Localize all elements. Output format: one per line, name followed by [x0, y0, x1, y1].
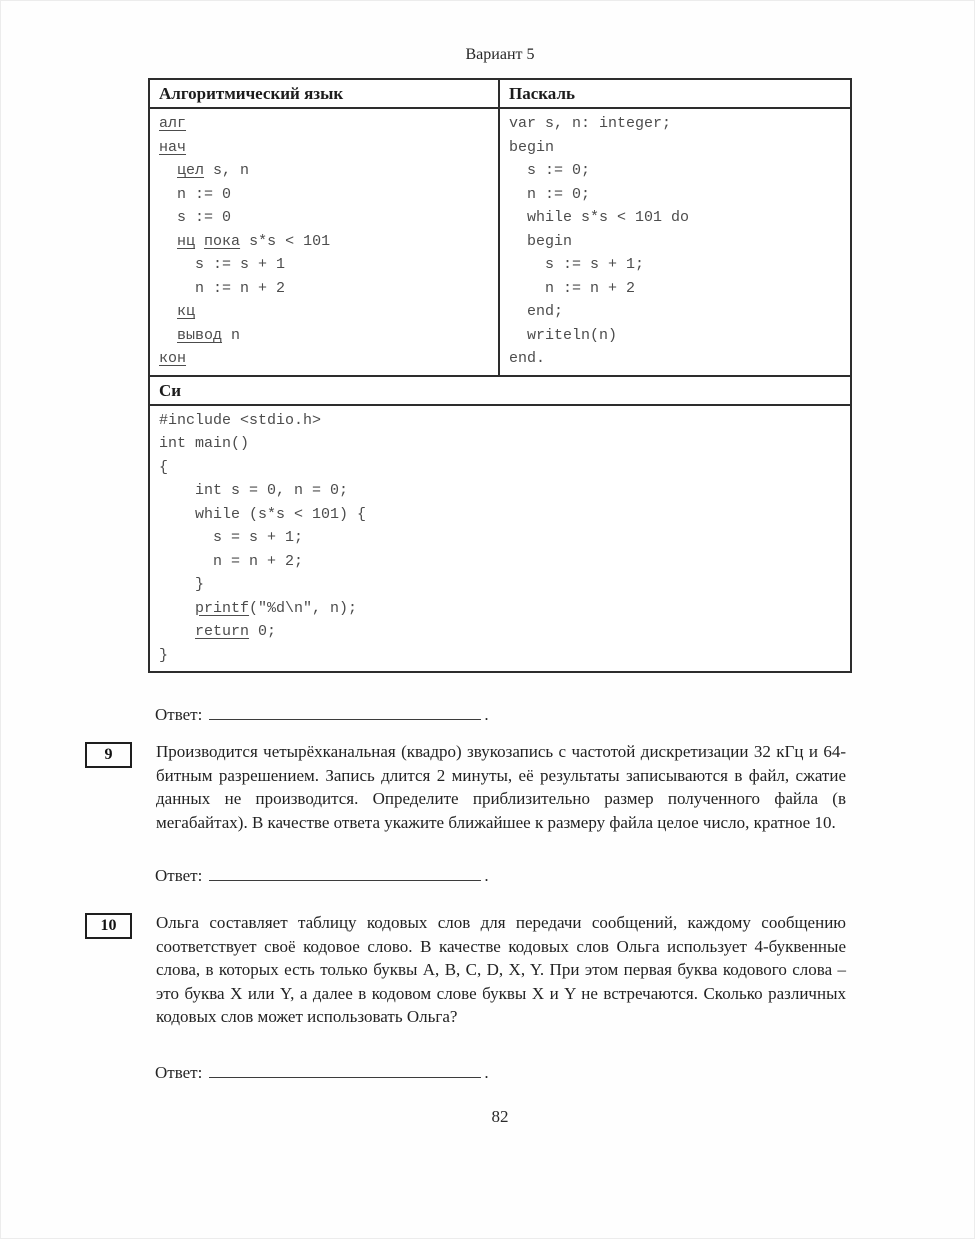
answer-block-task10 — [155, 1060, 975, 1083]
code-text: } — [159, 646, 169, 664]
code-text: while (s*s < 101) { — [159, 505, 367, 523]
code-keyword: цел — [177, 162, 205, 179]
answer-label: Ответ: — [155, 866, 203, 885]
code-text: s, n — [204, 162, 250, 179]
code-text: n := 0; — [509, 185, 591, 203]
code-text: 0; — [249, 623, 277, 640]
code-text: writeln(n) — [509, 326, 618, 344]
code-line — [159, 206, 492, 230]
code-keyword: return — [195, 623, 250, 640]
question-number-box — [85, 913, 132, 939]
question-number: 10 — [100, 917, 117, 934]
code-line — [509, 159, 844, 183]
code-line — [159, 159, 492, 183]
table-code-row — [150, 109, 850, 377]
code-keyword: кон — [159, 350, 187, 367]
code-text — [159, 623, 195, 640]
code-line — [509, 136, 844, 160]
code-line — [159, 503, 844, 527]
code-line — [509, 347, 844, 371]
code-text: begin — [509, 138, 555, 156]
pascal-code-cell — [500, 109, 850, 375]
table-c-code-row — [150, 406, 850, 672]
code-line — [159, 183, 492, 207]
header-algorithmic-language: Алгоритмический язык — [150, 80, 500, 107]
code-line — [159, 479, 844, 503]
code-text: } — [159, 576, 205, 593]
question-9 — [0, 740, 975, 834]
header-c-language: Си — [159, 380, 182, 400]
code-line — [159, 456, 844, 480]
question-number-box — [85, 742, 132, 768]
code-text — [159, 327, 177, 344]
code-line — [509, 300, 844, 324]
answer-blank-line — [209, 702, 481, 720]
code-line — [159, 300, 492, 324]
code-text: #include <stdio.h> — [159, 411, 322, 429]
answer-blank-line — [209, 1060, 481, 1078]
code-text: end; — [509, 303, 564, 320]
code-line — [509, 183, 844, 207]
code-text: n = n + 2; — [159, 552, 304, 570]
code-text — [195, 233, 204, 250]
code-line — [509, 230, 844, 254]
code-text — [159, 233, 177, 250]
code-line — [509, 277, 844, 301]
code-keyword: алг — [159, 115, 187, 132]
code-line — [159, 597, 844, 621]
code-text: s := s + 1 — [159, 256, 286, 273]
code-line — [159, 526, 844, 550]
code-line — [509, 112, 844, 136]
answer-label: Ответ: — [155, 705, 203, 724]
code-text: { — [159, 458, 169, 476]
code-comparison-table — [148, 78, 852, 673]
code-line — [159, 324, 492, 348]
code-text — [159, 303, 177, 320]
code-text: n := 0 — [159, 185, 232, 203]
code-text: n := n + 2 — [159, 279, 286, 297]
code-text: s*s < 101 — [240, 232, 331, 250]
code-line — [159, 253, 492, 277]
code-line — [159, 432, 844, 456]
code-text: end. — [509, 350, 546, 367]
code-line — [159, 136, 492, 160]
page-number: 82 — [491, 1106, 509, 1126]
answer-period: . — [484, 866, 489, 885]
code-line — [159, 573, 844, 597]
question-text: Производится четырёхканальная (квадро) звукозапись с частотой дискретизации 32 кГц и 64-битным разрешением. Запись длится 2 минуты, её результаты записываются в файл, сжатие данных не производится. Определите приблизительно размер полученного файла (в мегабайтах). В качестве ответа укажите ближайшее к размеру файла целое число, кратное 10. — [156, 742, 846, 832]
code-text: var s, n: integer; — [509, 115, 672, 132]
code-text: begin — [509, 232, 573, 250]
algo-code-cell — [150, 109, 500, 375]
code-text — [159, 162, 177, 179]
code-line — [159, 409, 844, 433]
table-c-header-row — [150, 377, 850, 406]
code-text: n := n + 2 — [509, 279, 636, 297]
code-line — [159, 277, 492, 301]
code-line — [159, 230, 492, 254]
code-line — [159, 550, 844, 574]
code-text: s := 0 — [159, 209, 232, 226]
variant-title: Вариант 5 — [465, 46, 535, 63]
question-text: Ольга составляет таблицу кодовых слов для передачи сообщений, каждому сообщению соответствует своё кодовое слово. В качестве кодовых слов Ольга использует 4-буквенные слова, в которых есть только буквы A, B, C, D, X, Y. При этом первая буква кодового слова – это буква X или Y, а далее в кодовом слове буквы X и Y не встречаются. Сколько различных кодовых слов может использовать Ольга? — [156, 913, 846, 1026]
code-text: s := s + 1; — [509, 256, 645, 273]
header-pascal: Паскаль — [509, 84, 575, 103]
code-text — [159, 600, 195, 617]
code-line — [509, 253, 844, 277]
code-line — [159, 620, 844, 644]
code-text: s := 0; — [509, 162, 591, 179]
answer-label: Ответ: — [155, 1062, 203, 1082]
code-keyword: нц — [177, 232, 196, 250]
answer-period: . — [484, 1062, 489, 1082]
code-line — [509, 324, 844, 348]
code-text: ("%d\n", n); — [249, 599, 358, 617]
table-header-row — [150, 80, 850, 109]
code-text: s = s + 1; — [159, 529, 304, 546]
code-line — [159, 347, 492, 371]
answer-block-task9 — [155, 863, 975, 886]
answer-block-task8 — [155, 702, 975, 725]
code-line — [509, 206, 844, 230]
code-keyword: вывод — [177, 326, 223, 344]
code-keyword: кц — [177, 303, 196, 320]
code-keyword: printf — [195, 599, 250, 617]
code-text: int main() — [159, 435, 250, 452]
code-line — [159, 112, 492, 136]
question-10 — [0, 911, 975, 1029]
answer-period: . — [484, 705, 489, 724]
code-keyword: нач — [159, 138, 187, 156]
code-keyword: пока — [204, 232, 241, 250]
code-text: int s = 0, n = 0; — [159, 482, 349, 499]
answer-blank-line — [209, 863, 481, 881]
code-text: n — [222, 326, 241, 344]
code-text: while s*s < 101 do — [509, 209, 690, 226]
c-code-cell — [150, 406, 850, 672]
question-number: 9 — [104, 746, 113, 763]
code-line — [159, 644, 844, 668]
